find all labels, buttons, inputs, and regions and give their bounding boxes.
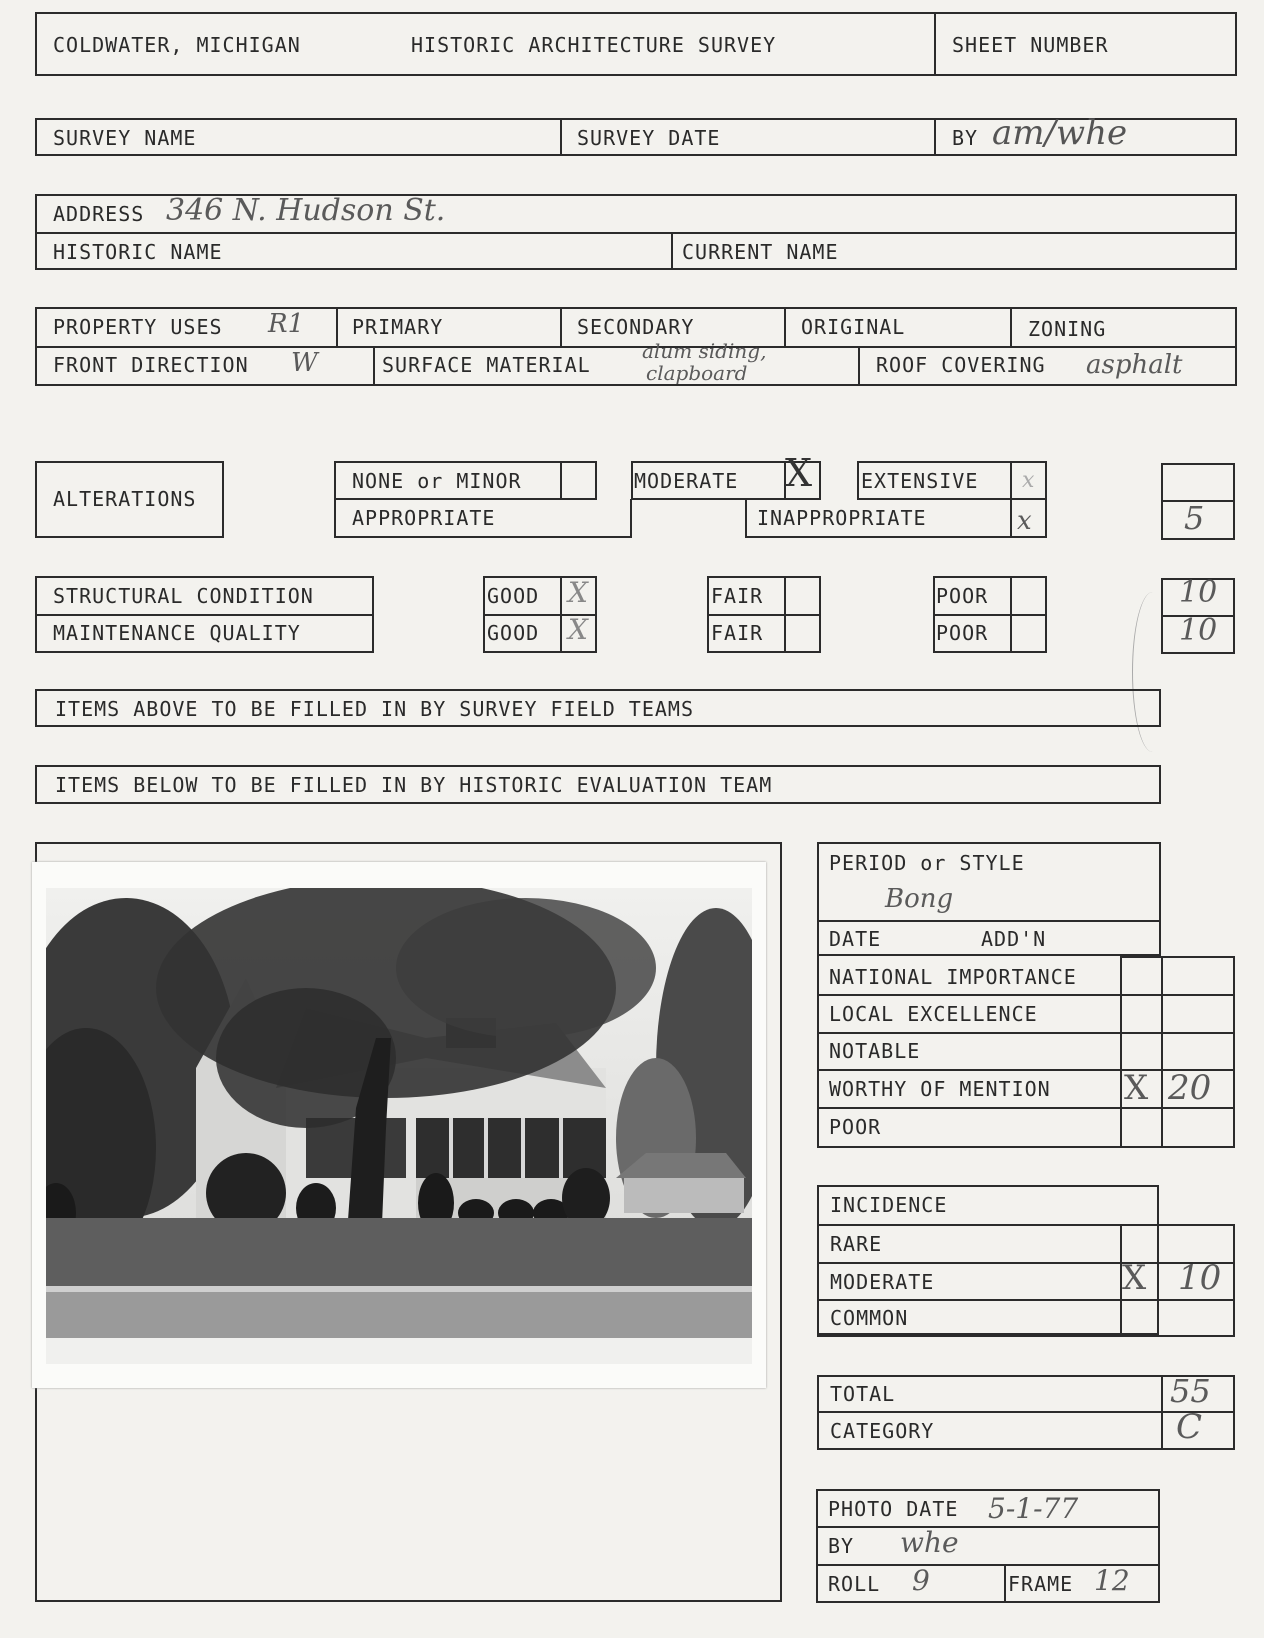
period-style-value: Bong — [885, 884, 954, 914]
alterations-label: ALTERATIONS — [53, 487, 197, 511]
poor-label-1: POOR — [936, 584, 989, 608]
property-uses-label: PROPERTY USES — [53, 315, 223, 339]
local-excellence-label: LOCAL EXCELLENCE — [829, 1002, 1038, 1026]
survey-by-value: am/whe — [992, 113, 1128, 153]
moderate-incidence-label: MODERATE — [830, 1270, 935, 1294]
alterations-extensive-mark: x — [1022, 468, 1035, 493]
surface-material-value-1: alum siding, — [642, 339, 767, 363]
poor-evaluation-label: POOR — [829, 1115, 882, 1139]
moderate-incidence-mark: X — [1122, 1258, 1147, 1298]
structural-good-mark: X — [568, 576, 588, 609]
property-uses-value: R1 — [268, 309, 305, 339]
items-above-note: ITEMS ABOVE TO BE FILLED IN BY SURVEY FIELD TEAMS — [55, 697, 695, 721]
structural-condition-label: STRUCTURAL CONDITION — [53, 584, 314, 608]
alterations-inappropriate-label: INAPPROPRIATE — [757, 506, 927, 530]
rare-label: RARE — [830, 1232, 883, 1256]
secondary-label: SECONDARY — [577, 315, 695, 339]
roll-label: ROLL — [828, 1572, 881, 1596]
maintenance-quality-label: MAINTENANCE QUALITY — [53, 621, 301, 645]
period-style-label: PERIOD or STYLE — [829, 851, 1025, 875]
original-label: ORIGINAL — [801, 315, 906, 339]
photo-date-label: PHOTO DATE — [828, 1497, 959, 1521]
address-label: ADDRESS — [53, 202, 145, 226]
date-label: DATE — [829, 927, 882, 951]
incidence-label: INCIDENCE — [830, 1193, 948, 1217]
front-direction-label: FRONT DIRECTION — [53, 353, 249, 377]
house-photo — [32, 862, 766, 1388]
category-value: C — [1176, 1407, 1203, 1447]
photo-by-value: whe — [900, 1526, 959, 1559]
alterations-extensive-label: EXTENSIVE — [861, 469, 979, 493]
good-label-1: GOOD — [487, 584, 540, 608]
worthy-of-mention-score: 20 — [1168, 1068, 1212, 1108]
roof-covering-value: asphalt — [1086, 350, 1183, 380]
frame-label: FRAME — [1008, 1572, 1074, 1596]
header-title: HISTORIC ARCHITECTURE SURVEY — [411, 33, 777, 57]
total-label: TOTAL — [830, 1382, 896, 1406]
front-direction-value: W — [291, 348, 318, 378]
items-below-note: ITEMS BELOW TO BE FILLED IN BY HISTORIC EVALUATION TEAM — [55, 773, 773, 797]
header-city: COLDWATER, MICHIGAN — [53, 33, 301, 57]
alterations-score: 5 — [1184, 499, 1205, 537]
historic-name-label: HISTORIC NAME — [53, 240, 223, 264]
surface-material-value-2: clapboard — [646, 361, 748, 385]
national-importance-label: NATIONAL IMPORTANCE — [829, 965, 1077, 989]
address-value: 346 N. Hudson St. — [166, 193, 446, 228]
alterations-moderate-mark: X — [785, 451, 813, 495]
moderate-incidence-score: 10 — [1178, 1258, 1222, 1298]
surface-material-label: SURFACE MATERIAL — [382, 353, 591, 377]
primary-label: PRIMARY — [352, 315, 444, 339]
alterations-appropriate-label: APPROPRIATE — [352, 506, 496, 530]
photo-by-label: BY — [828, 1534, 855, 1558]
frame-value: 12 — [1094, 1564, 1130, 1597]
survey-by-label: BY — [952, 126, 979, 150]
alterations-none-label: NONE or MINOR — [352, 469, 522, 493]
fair-label-1: FAIR — [711, 584, 764, 608]
survey-date-label: SURVEY DATE — [577, 126, 721, 150]
zoning-label: ZONING — [1028, 317, 1107, 341]
current-name-label: CURRENT NAME — [682, 240, 839, 264]
sheet-number-label: SHEET NUMBER — [952, 33, 1109, 57]
poor-label-2: POOR — [936, 621, 989, 645]
roof-covering-label: ROOF COVERING — [876, 353, 1046, 377]
common-label: COMMON — [830, 1306, 909, 1330]
maintenance-score: 10 — [1179, 613, 1218, 648]
survey-name-label: SURVEY NAME — [53, 126, 197, 150]
maintenance-good-mark: X — [568, 613, 588, 646]
fair-label-2: FAIR — [711, 621, 764, 645]
alterations-inappropriate-mark: x — [1017, 506, 1032, 536]
photo-date-value: 5-1-77 — [988, 1492, 1079, 1525]
worthy-of-mention-label: WORTHY OF MENTION — [829, 1077, 1051, 1101]
alterations-moderate-label: MODERATE — [634, 469, 739, 493]
addn-label: ADD'N — [981, 927, 1047, 951]
category-label: CATEGORY — [830, 1419, 935, 1443]
roll-value: 9 — [912, 1564, 930, 1597]
notable-label: NOTABLE — [829, 1039, 921, 1063]
structural-score: 10 — [1179, 575, 1218, 610]
good-label-2: GOOD — [487, 621, 540, 645]
total-value: 55 — [1170, 1372, 1211, 1410]
worthy-of-mention-mark: X — [1124, 1068, 1149, 1108]
